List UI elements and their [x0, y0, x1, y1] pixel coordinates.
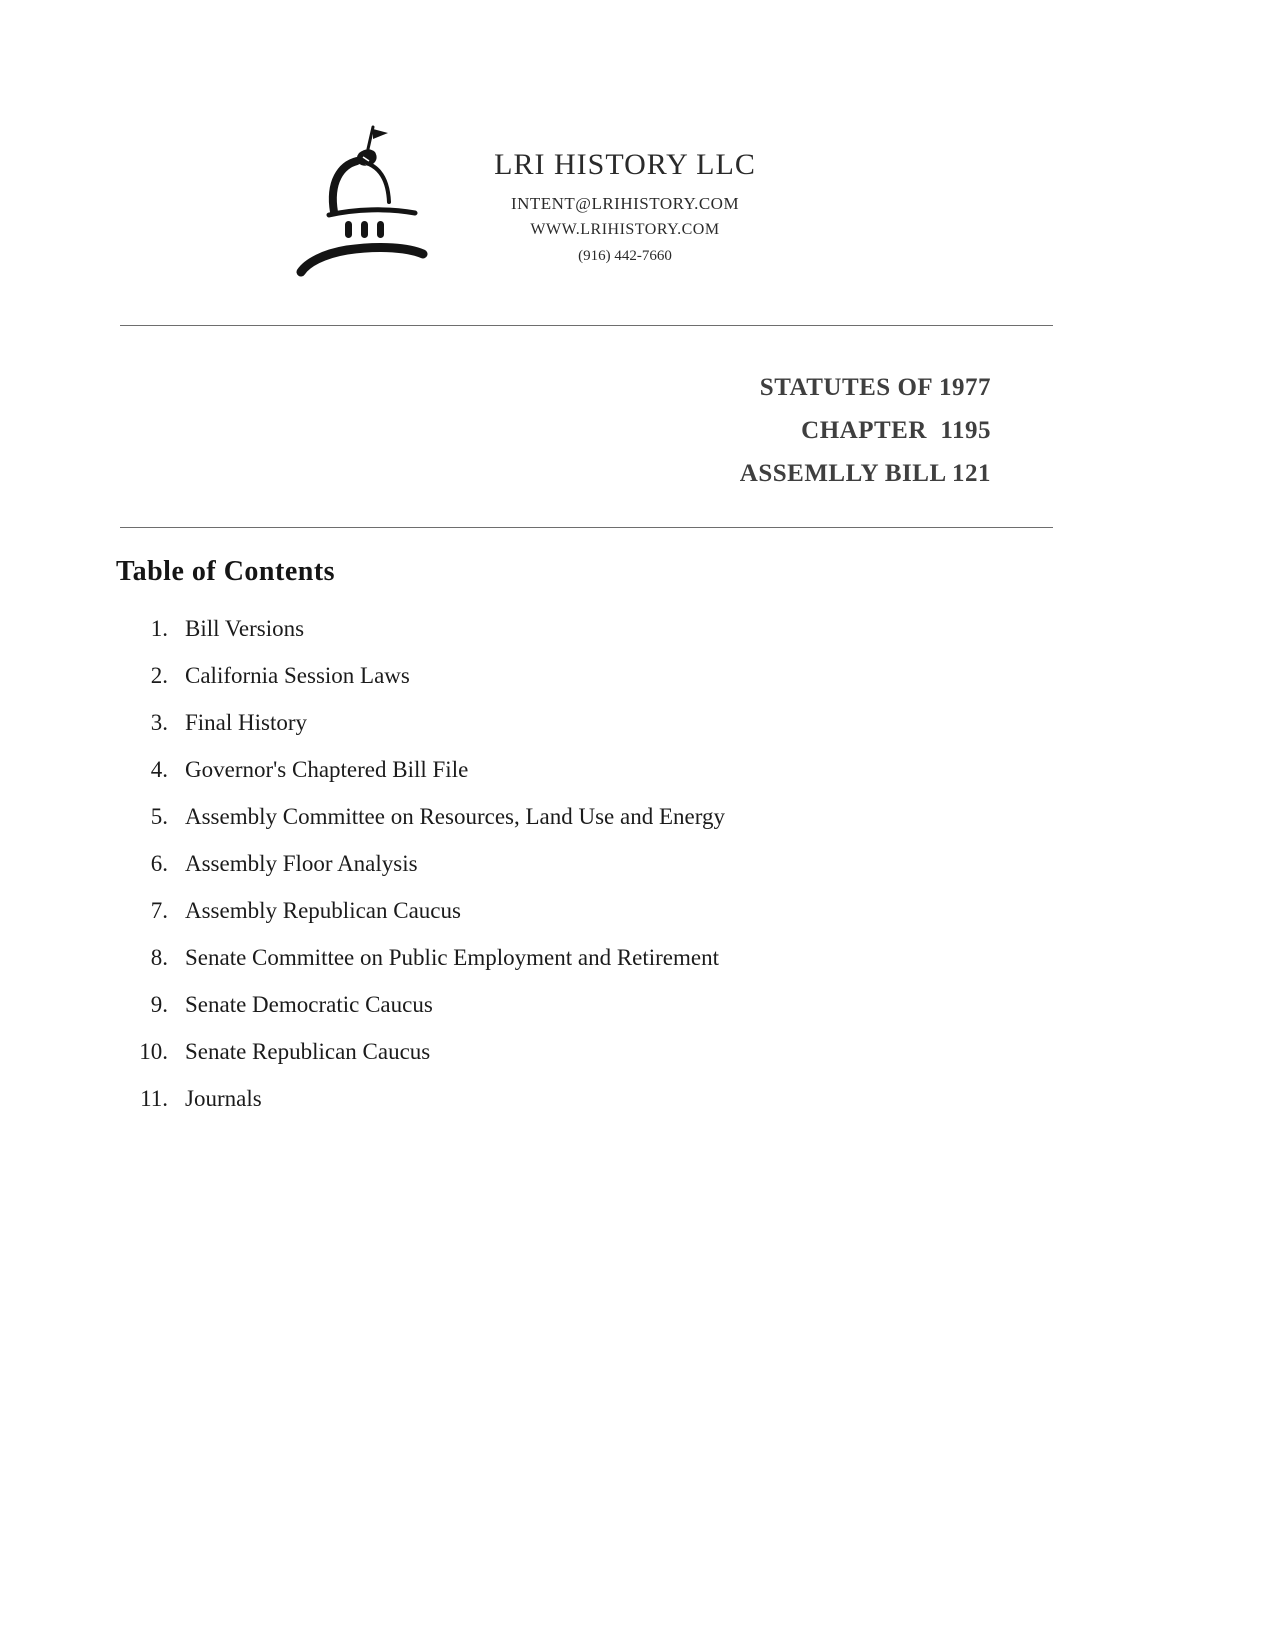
document-title-line-3: ASSEMLLY BILL 121 [739, 460, 991, 487]
toc-item-number: 2. [150, 663, 168, 688]
toc-item [118, 992, 1018, 1039]
toc-heading: Table of Contents [116, 556, 336, 587]
divider-top [120, 325, 1053, 326]
toc-item-number: 4. [150, 757, 168, 782]
toc-item-label: Senate Democratic Caucus [185, 992, 433, 1017]
document-title-line-1: STATUTES OF 1977 [759, 374, 991, 401]
toc-item-label: Senate Republican Caucus [185, 1039, 431, 1064]
toc-item [118, 616, 1018, 663]
company-website: WWW.LRIHISTORY.COM [530, 221, 720, 238]
company-phone: (916) 442-7660 [578, 248, 672, 264]
document-title-block [120, 366, 991, 495]
toc-list [118, 616, 1018, 1133]
toc-item-label: Assembly Floor Analysis [185, 851, 418, 876]
toc-item [118, 710, 1018, 757]
toc-item-label: Journals [185, 1086, 262, 1111]
toc-item [118, 898, 1018, 945]
toc-item [118, 945, 1018, 992]
toc-item [118, 757, 1018, 804]
toc-item-label: Governor's Chaptered Bill File [185, 757, 469, 782]
company-name: LRI HISTORY LLC [494, 148, 756, 181]
toc-item-number: 8. [150, 945, 168, 970]
toc-item-label: Final History [185, 710, 308, 735]
toc-item-number: 3. [150, 710, 168, 735]
toc-item-number: 7. [150, 898, 168, 923]
document-title-line-2: CHAPTER 1195 [801, 417, 991, 444]
company-email: INTENT@LRIHISTORY.COM [510, 194, 740, 213]
toc-item-label: Senate Committee on Public Employment and Retirement [185, 945, 720, 970]
toc-item [118, 1086, 1018, 1133]
toc-item-label: Bill Versions [185, 616, 305, 641]
toc-item-label: Assembly Committee on Resources, Land Use and Energy [185, 804, 725, 829]
toc-item-number: 1. [150, 616, 168, 641]
toc-item [118, 663, 1018, 710]
letterhead [460, 148, 790, 265]
toc-item [118, 1039, 1018, 1086]
capitol-dome-logo-icon [293, 122, 443, 292]
toc-item-number: 5. [150, 804, 168, 829]
toc-item-number: 6. [150, 851, 168, 876]
divider-bottom [120, 527, 1053, 528]
toc-item [118, 851, 1018, 898]
toc-item-label: California Session Laws [185, 663, 410, 688]
toc-item-number: 9. [150, 992, 168, 1017]
toc-item-number: 11. [140, 1086, 168, 1111]
toc-item [118, 804, 1018, 851]
toc-item-number: 10. [139, 1039, 168, 1064]
toc-item-label: Assembly Republican Caucus [185, 898, 461, 923]
